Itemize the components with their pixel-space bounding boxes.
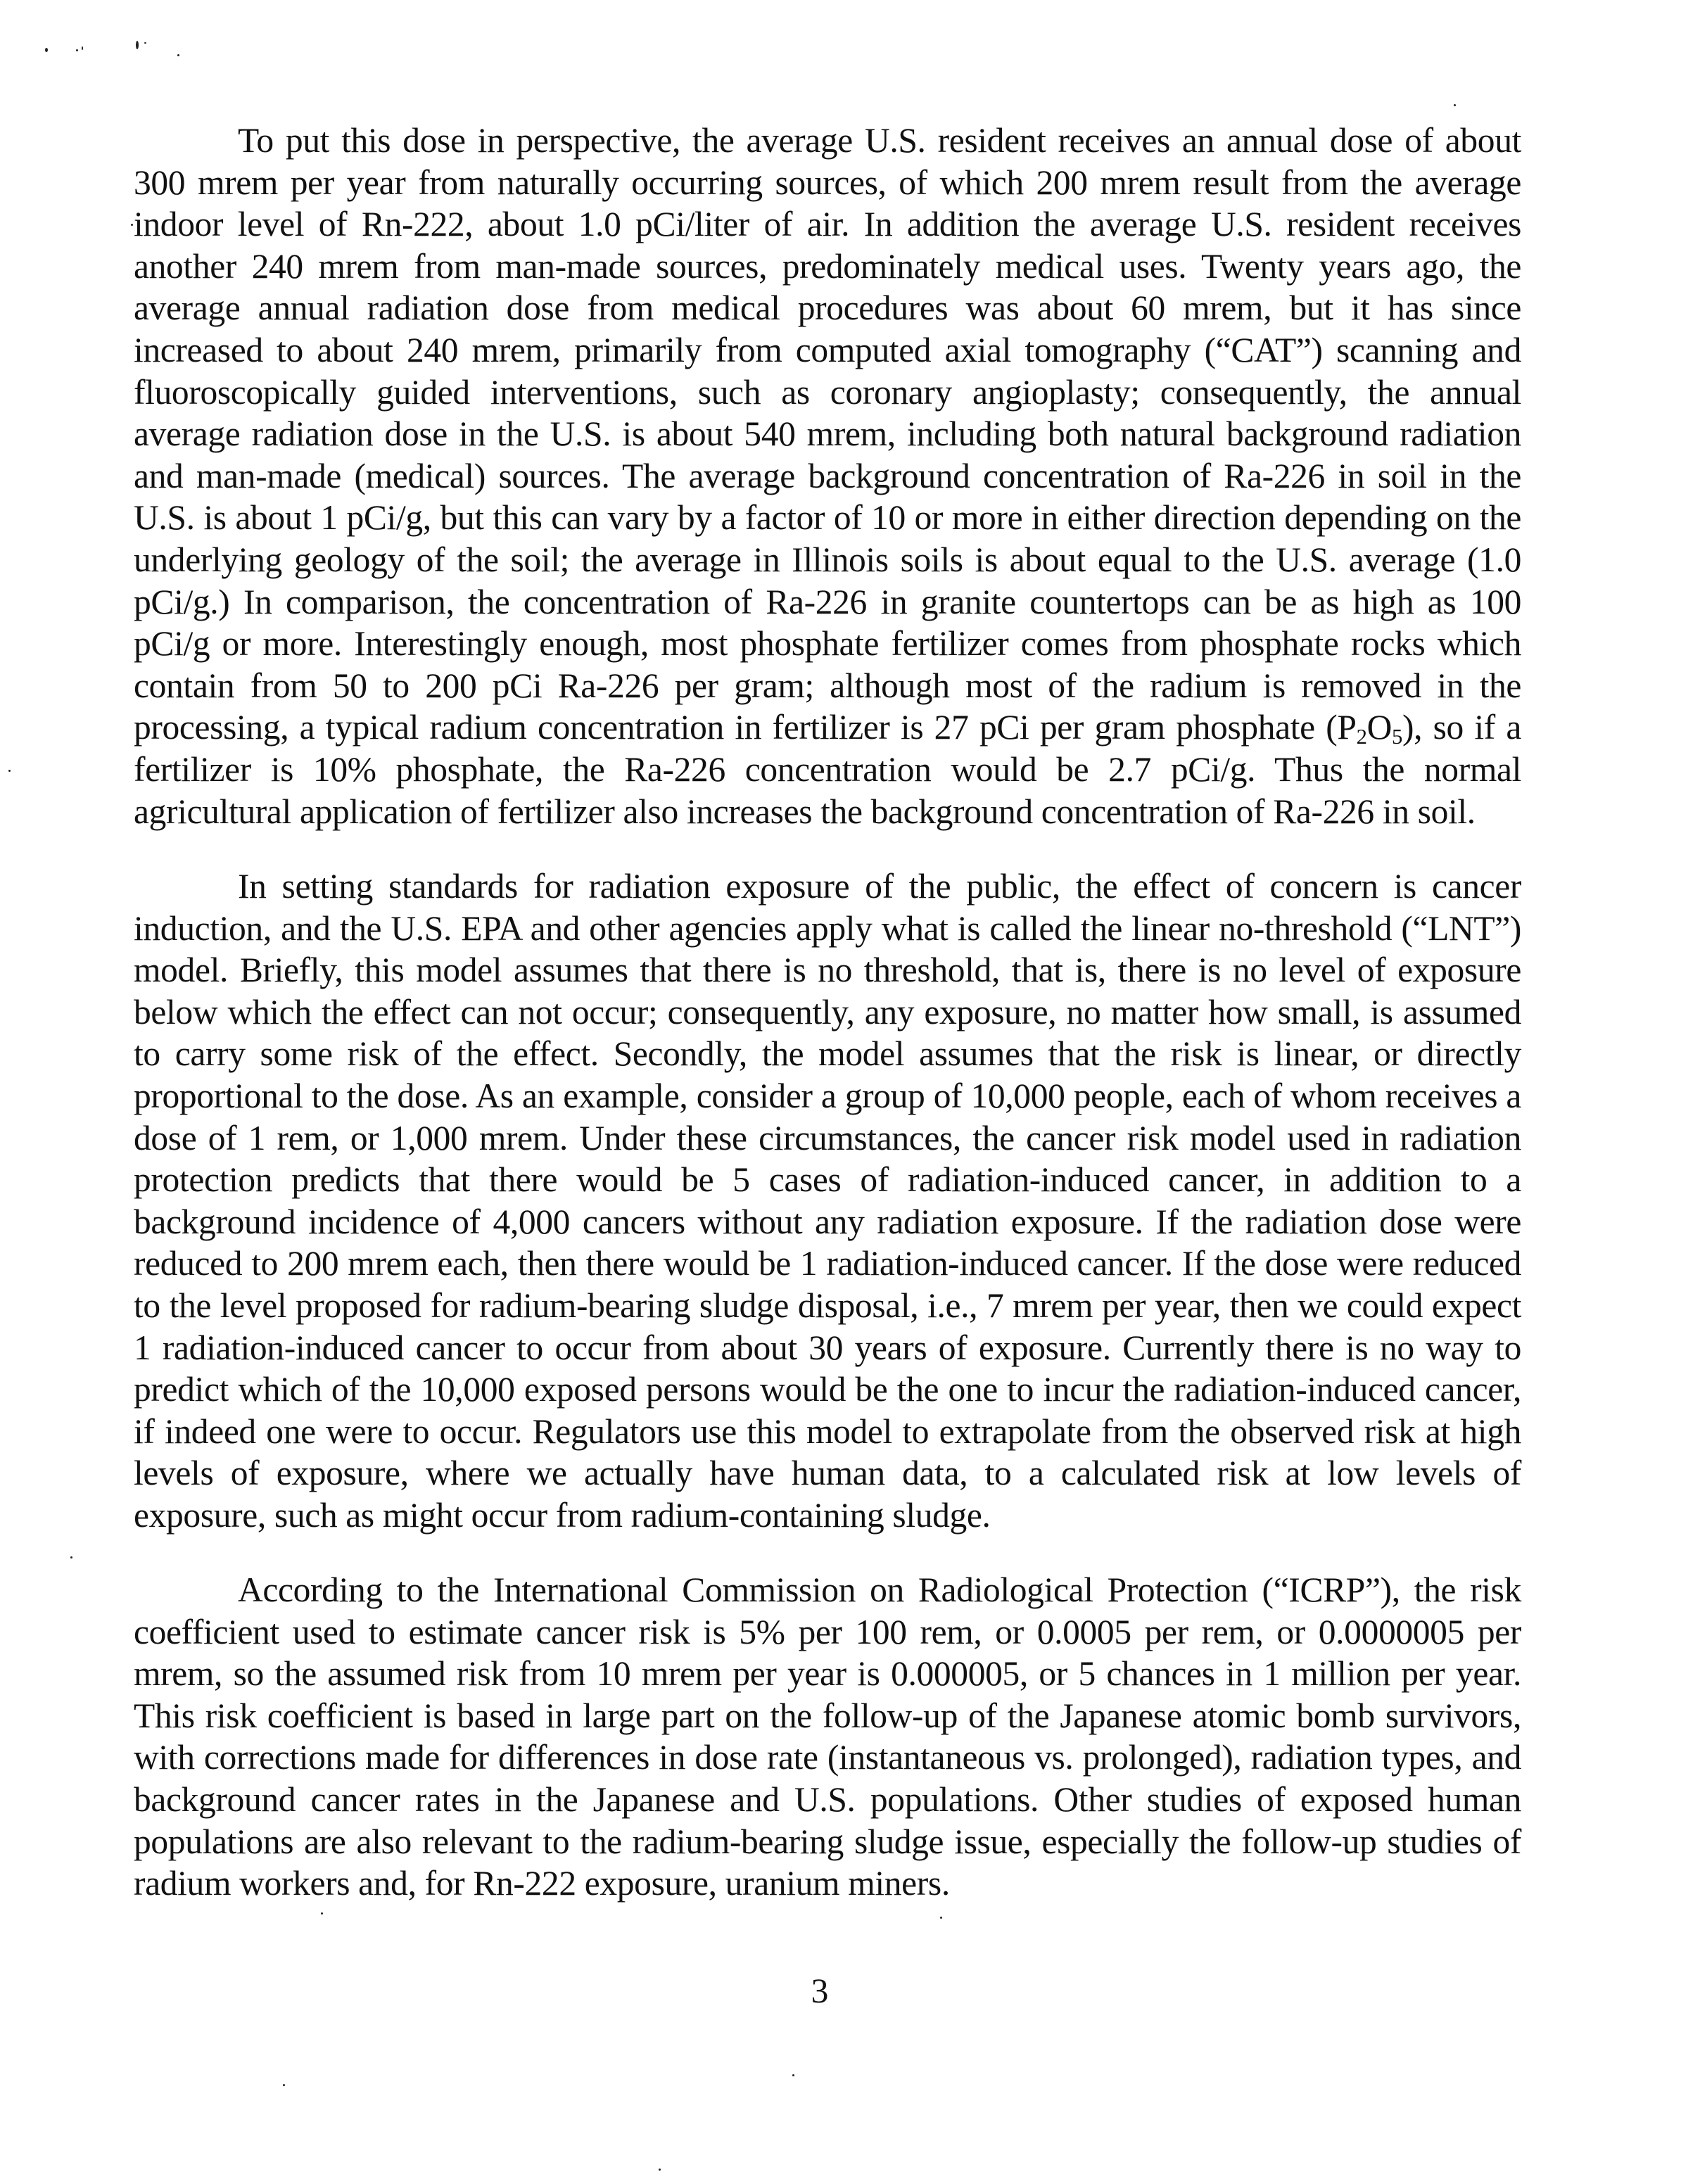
scan-speck [70, 1556, 72, 1558]
paragraph-text: In setting standards for radiation exposure of the public, the effect of concern is cancer induction, and the U.S. EPA and other agencies apply what is called the linear no-threshold (“LNT”) model. Briefly, this model assumes that there is no threshold, that is, there is no level of exposure below which the effect can not occur; consequently, any exposure, no matter how small, is assumed to carry some risk of the effect. Secondly, the model assumes that the risk is linear, or directly proportional to the dose. As an example, consider a group of 10,000 people, each of whom receives a dose of 1 rem, or 1,000 mrem. Under these circumstances, the cancer risk model used in radiation protection predicts that there would be 5 cases of radiation-induced cancer, in addition to a background incidence of 4,000 cancers without any radiation exposure. If the radiation dose were reduced to 200 mrem each, then there would be 1 radiation-induced cancer. If the dose were reduced to the level proposed for radium-bearing sludge disposal, i.e., 7 mrem per year, then we could expect 1 radiation-induced cancer to occur from about 30 years of exposure. Currently there is no way to predict which of the 10,000 exposed persons would be the one to incur the radiation-induced cancer, if indeed one were to occur. Regulators use this model to extrapolate from the observed risk at high levels of exposure, where we actually have human data, to a calculated risk at low levels of exposure, such as might occur from radium-containing sludge. [134, 867, 1521, 1535]
subscript: 5 [1391, 725, 1402, 749]
scan-speck [82, 46, 83, 50]
scan-speck [177, 54, 179, 56]
paragraph-text: According to the International Commission on Radiological Protection (“ICRP”), the risk coefficient used to estimate cancer risk is 5% per 100 rem, or 0.0005 per rem, or 0.0000005 per mrem, so the assumed risk from 10 mrem per year is 0.000005, or 5 chances in 1 million per year. This risk coefficient is based in large part on the follow-up of the Japanese atomic bomb survivors, with corrections made for differences in dose rate (instantaneous vs. prolonged), radiation types, and background cancer rates in the Japanese and U.S. populations. Other studies of exposed human populations are also relevant to the radium-bearing sludge issue, especially the follow-up studies of radium workers and, for Rn-222 exposure, uranium miners. [134, 1570, 1521, 1903]
paragraph-lnt-model [134, 865, 1521, 1537]
paragraph-text: ), so if a fertilizer is 10% phosphate, the Ra-226 concentration would be 2.7 pCi/g. Thus the normal agricultural application of fertilizer also increases the background concentration of Ra-226 in soil. [134, 708, 1521, 831]
scan-speck [1454, 104, 1456, 106]
scan-speck [45, 48, 48, 52]
scan-speck [131, 224, 133, 226]
scan-speck [136, 41, 139, 49]
scan-speck [659, 2169, 661, 2171]
scan-speck [792, 2074, 794, 2076]
paragraph-icrp-risk [134, 1569, 1521, 1905]
scan-speck [76, 49, 78, 51]
scan-speck [283, 2084, 285, 2086]
paragraph-background-dose [134, 120, 1521, 832]
scan-speck [144, 42, 146, 44]
paragraph-text: To put this dose in perspective, the average U.S. resident receives an annual dose of about 300 mrem per year from naturally occurring sources, of which 200 mrem result from the average indoor level of Rn-222, about 1.0 pCi/liter of air. In addition the average U.S. resident receives another 240 mrem from man-made sources, predominately medical uses. Twenty years ago, the average annual radiation dose from medical procedures was about 60 mrem, but it has since increased to about 240 mrem, primarily from computed axial tomography (“CAT”) scanning and fluoroscopically guided interventions, such as coronary angioplasty; consequently, the annual average radiation dose in the U.S. is about 540 mrem, including both natural background radiation and man-made (medical) sources. The average background concentration of Ra-226 in soil in the U.S. is about 1 pCi/g, but this can vary by a factor of 10 or more in either direction depending on the underlying geology of the soil; the average in Illinois soils is about equal to the U.S. average (1.0 pCi/g.) In comparison, the concentration of Ra-226 in granite countertops can be as high as 100 pCi/g or more. Interestingly enough, most phosphate fertilizer comes from phosphate rocks which contain from 50 to 200 pCi Ra-226 per gram; although most of the radium is removed in the processing, a typical radium concentration in fertilizer is 27 pCi per gram phosphate (P [134, 121, 1521, 747]
paragraph-text: O [1366, 708, 1392, 747]
scan-speck [321, 1912, 323, 1915]
subscript: 2 [1356, 725, 1367, 749]
page-number: 3 [811, 1972, 829, 2010]
scan-speck [940, 1917, 942, 1919]
scan-speck [8, 770, 11, 772]
